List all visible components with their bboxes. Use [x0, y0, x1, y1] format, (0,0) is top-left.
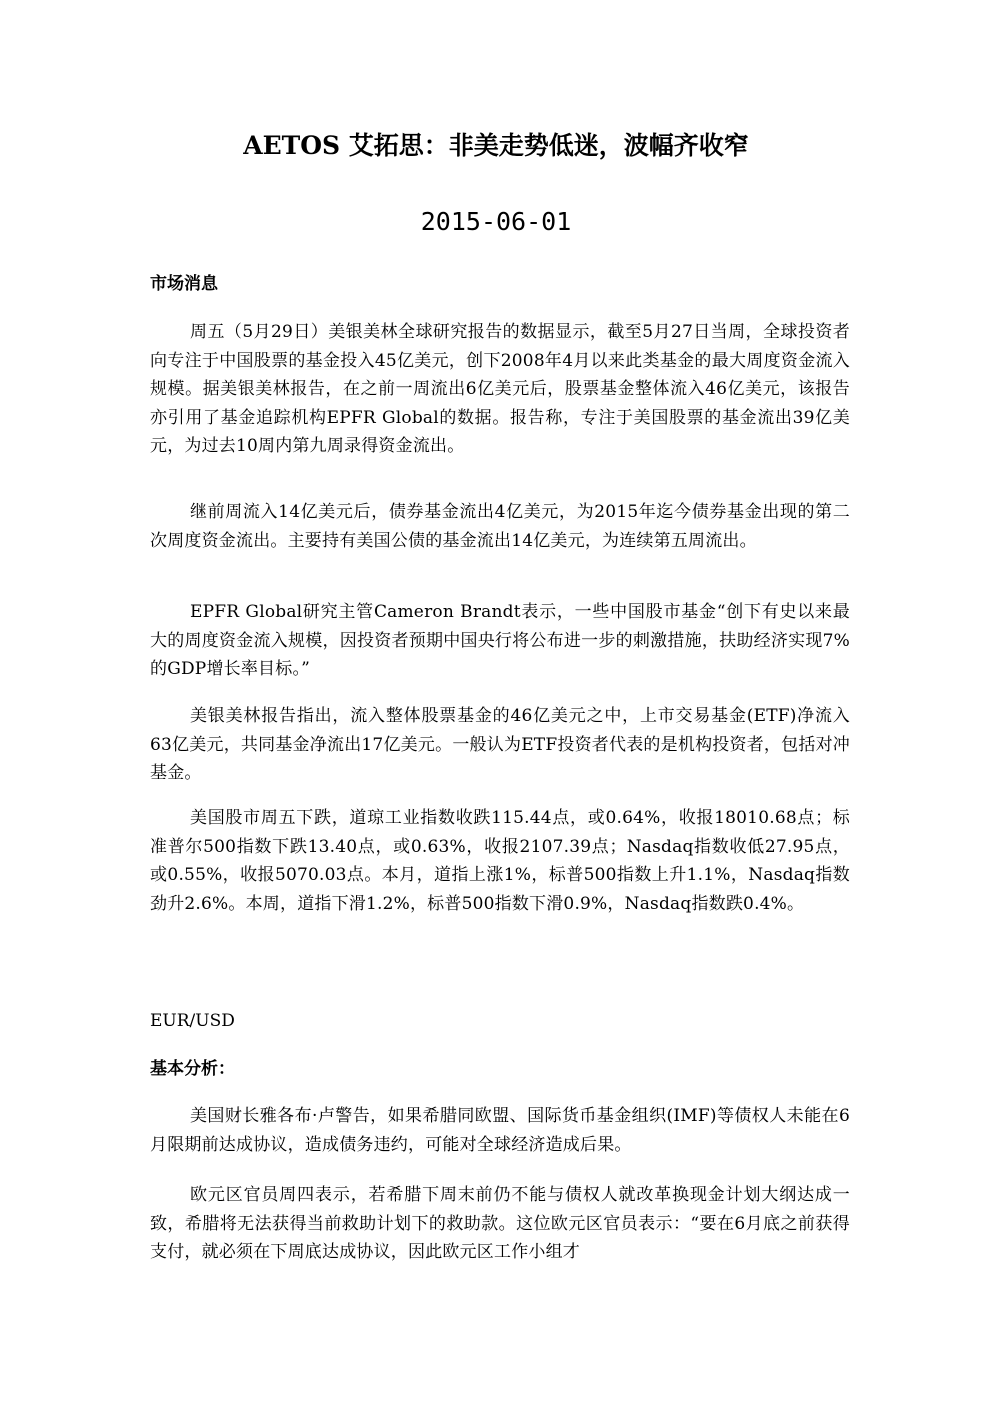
- paragraph-market-news-1: 周五（5月29日）美银美林全球研究报告的数据显示，截至5月27日当周，全球投资者向专注于中国股票的基金投入45亿美元，创下2008年4月以来此类基金的最大周度资金流入规模。据美银美林报告，在之前一周流出6亿美元后，股票基金整体流入46亿美元，该报告亦引用了基金追踪机构EPFR Global的数据。报告称，专注于美国股票的基金流出39亿美元，为过去10周内第九周录得资金流出。: [150, 322, 850, 456]
- section-label-eurusd: EUR/USD: [150, 1011, 235, 1031]
- paragraph-eurusd-1: 美国财长雅各布·卢警告，如果希腊同欧盟、国际货币基金组织(IMF)等债权人未能在6月限期前达成协议，造成债务违约，可能对全球经济造成后果。: [150, 1106, 850, 1155]
- paragraph-market-news-4: 美银美林报告指出，流入整体股票基金的46亿美元之中，上市交易基金(ETF)净流入63亿美元，共同基金净流出17亿美元。一般认为ETF投资者代表的是机构投资者，包括对冲基金。: [150, 706, 850, 783]
- document-date: 2015-06-01: [420, 207, 572, 236]
- paragraph-market-news-5: 美国股市周五下跌，道琼工业指数收跌115.44点，或0.64%，收报18010.68点；标准普尔500指数下跌13.40点，或0.63%，收报2107.39点；Nasdaq指数收低27.95点，或0.55%，收报5070.03点。本月，道指上涨1%，标普500指数上升1.1%，Nasdaq指数劲升2.6%。本周，道指下滑1.2%，标普500指数下滑0.9%，Nasdaq指数跌0.4%。: [150, 808, 850, 914]
- paragraph-eurusd-2: 欧元区官员周四表示，若希腊下周末前仍不能与债权人就改革换现金计划大纲达成一致，希腊将无法获得当前救助计划下的救助款。这位欧元区官员表示：“要在6月底之前获得支付，就必须在下周底达成协议，因此欧元区工作小组才: [150, 1185, 850, 1262]
- section-heading-market-news: 市场消息: [150, 274, 218, 294]
- section-heading-fundamental-analysis: 基本分析：: [150, 1059, 235, 1079]
- paragraph-market-news-3: EPFR Global研究主管Cameron Brandt表示，一些中国股市基金“创下有史以来最大的周度资金流入规模，因投资者预期中国央行将公布进一步的刺激措施，扶助经济实现7%的GDP增长率目标。”: [150, 602, 850, 679]
- paragraph-market-news-2: 继前周流入14亿美元后，债券基金流出4亿美元，为2015年迄今债券基金出现的第二次周度资金流出。主要持有美国公债的基金流出14亿美元，为连续第五周流出。: [150, 502, 850, 551]
- document-title: AETOS 艾拓思：非美走势低迷，波幅齐收窄: [243, 131, 749, 160]
